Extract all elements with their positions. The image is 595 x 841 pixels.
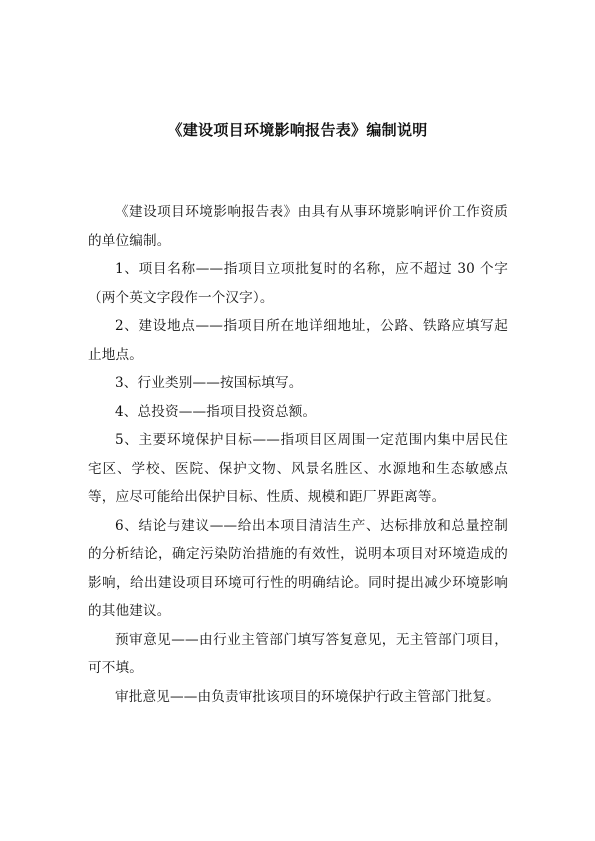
item-protection-targets: 5、主要环境保护目标——指项目区周围一定范围内集中居民住宅区、学校、医院、保护文物、风景名胜区、水源地和生态敏感点等，应尽可能给出保护目标、性质、规模和距厂界距离等。 (88, 432, 508, 505)
item-project-name: 1、项目名称——指项目立项批复时的名称，应不超过 30 个字（两个英文字段作一个汉字）。 (88, 261, 508, 306)
document-title: 《建设项目环境影响报告表》编制说明 (167, 121, 428, 139)
item-approval-opinion: 审批意见——由负责审批该项目的环境保护行政主管部门批复。 (115, 688, 500, 705)
item-construction-site: 2、建设地点——指项目所在地详细地址，公路、铁路应填写起止地点。 (88, 318, 508, 363)
item-industry-category: 3、行业类别——按国标填写。 (115, 375, 303, 391)
item-pre-review-opinion: 预审意见——由行业主管部门填写答复意见，无主管部门项目，可不填。 (88, 631, 508, 676)
intro-paragraph: 《建设项目环境影响报告表》由具有从事环境影响评价工作资质的单位编制。 (88, 204, 508, 249)
document-body (88, 198, 508, 711)
item-total-investment: 4、总投资——指项目投资总额。 (115, 403, 317, 420)
item-conclusions: 6、结论与建议——给出本项目清洁生产、达标排放和总量控制的分析结论，确定污染防治措施的有效性，说明本项目对环境造成的影响，给出建设项目环境可行性的明确结论。同时提出减少环境影响的其他建议。 (88, 517, 508, 619)
